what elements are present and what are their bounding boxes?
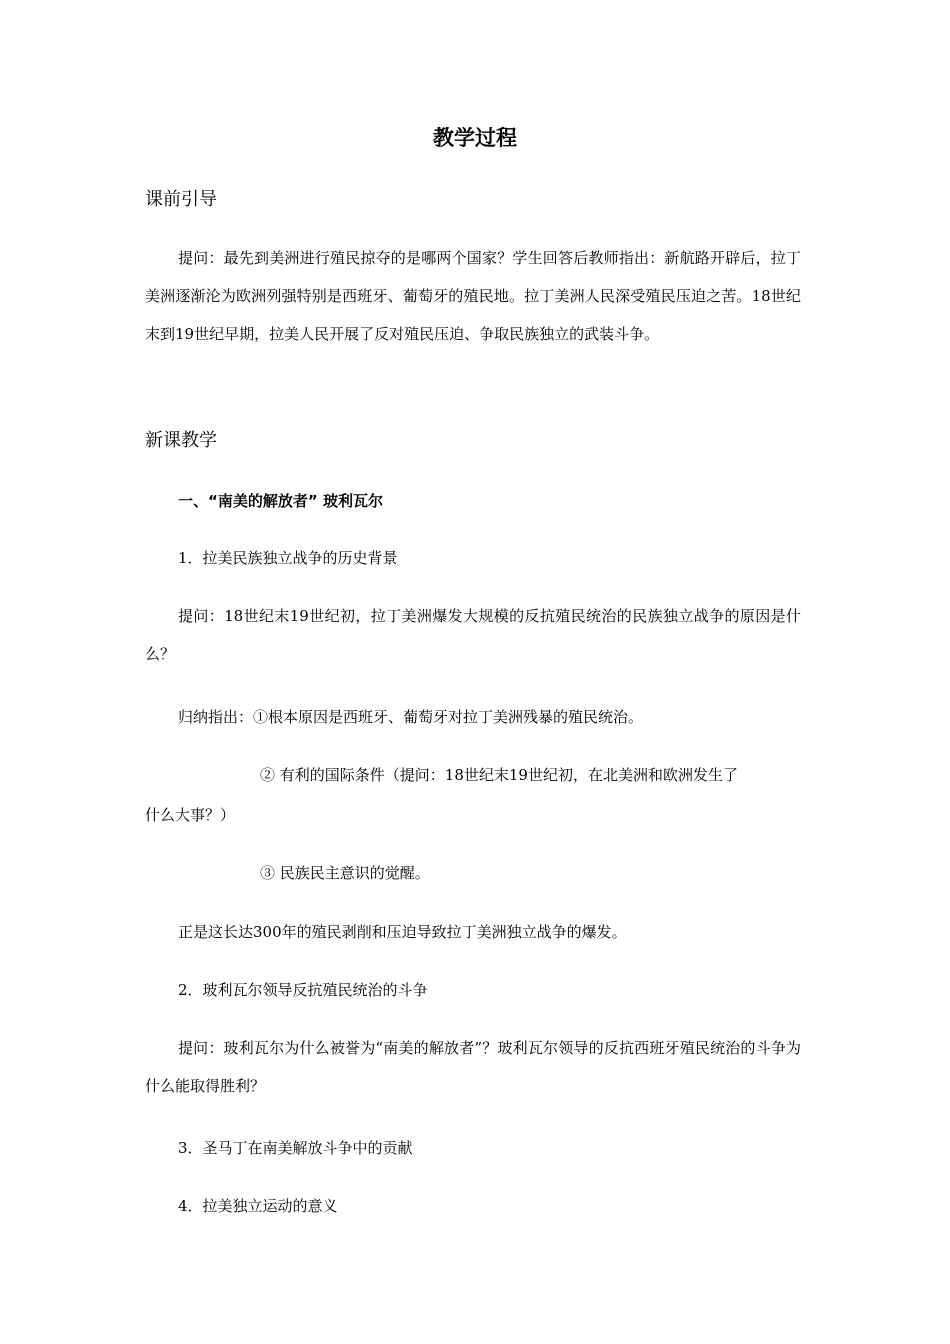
item-3-san-martin: 3．圣马丁在南美解放斗争中的贡献 [178, 1139, 413, 1157]
question-1-paragraph: 提问：18世纪末19世纪初，拉丁美洲爆发大规模的反抗殖民统治的民族独立战争的原因是什么？ [145, 607, 801, 663]
section-heading-new-lesson: 新课教学 [145, 430, 217, 451]
question-2-paragraph: 提问：玻利瓦尔为什么被誉为“南美的解放者”？玻利瓦尔领导的反抗西班牙殖民统治的斗争为什么能取得胜利？ [145, 1039, 801, 1095]
reason-3-line: ③ 民族民主意识的觉醒。 [260, 864, 430, 882]
summary-line: 归纳指出：①根本原因是西班牙、葡萄牙对拉丁美洲残暴的殖民统治。 [178, 708, 644, 726]
page-title: 教学过程 [433, 126, 517, 150]
item-1-background: 1．拉美民族独立战争的历史背景 [178, 549, 398, 567]
item-2-bolivar-struggle: 2．玻利瓦尔领导反抗殖民统治的斗争 [178, 981, 428, 999]
part-title-bolivar: 一、“南美的解放者” 玻利瓦尔 [178, 492, 383, 510]
reason-2-line-2: 什么大事？） [145, 806, 236, 824]
section-heading-pre-class: 课前引导 [145, 189, 217, 210]
item-4-significance: 4．拉美独立运动的意义 [178, 1197, 338, 1215]
reason-2-line-1: ② 有利的国际条件（提问：18世纪末19世纪初，在北美洲和欧洲发生了 [260, 766, 738, 784]
conclusion-line: 正是这长达300年的殖民剥削和压迫导致拉丁美洲独立战争的爆发。 [178, 923, 627, 941]
intro-paragraph: 提问：最先到美洲进行殖民掠夺的是哪两个国家？学生回答后教师指出：新航路开辟后，拉丁美洲逐渐沦为欧洲列强特别是西班牙、葡萄牙的殖民地。拉丁美洲人民深受殖民压迫之苦。18世纪末到19世纪早期，拉美人民开展了反对殖民压迫、争取民族独立的武装斗争。 [145, 249, 801, 343]
